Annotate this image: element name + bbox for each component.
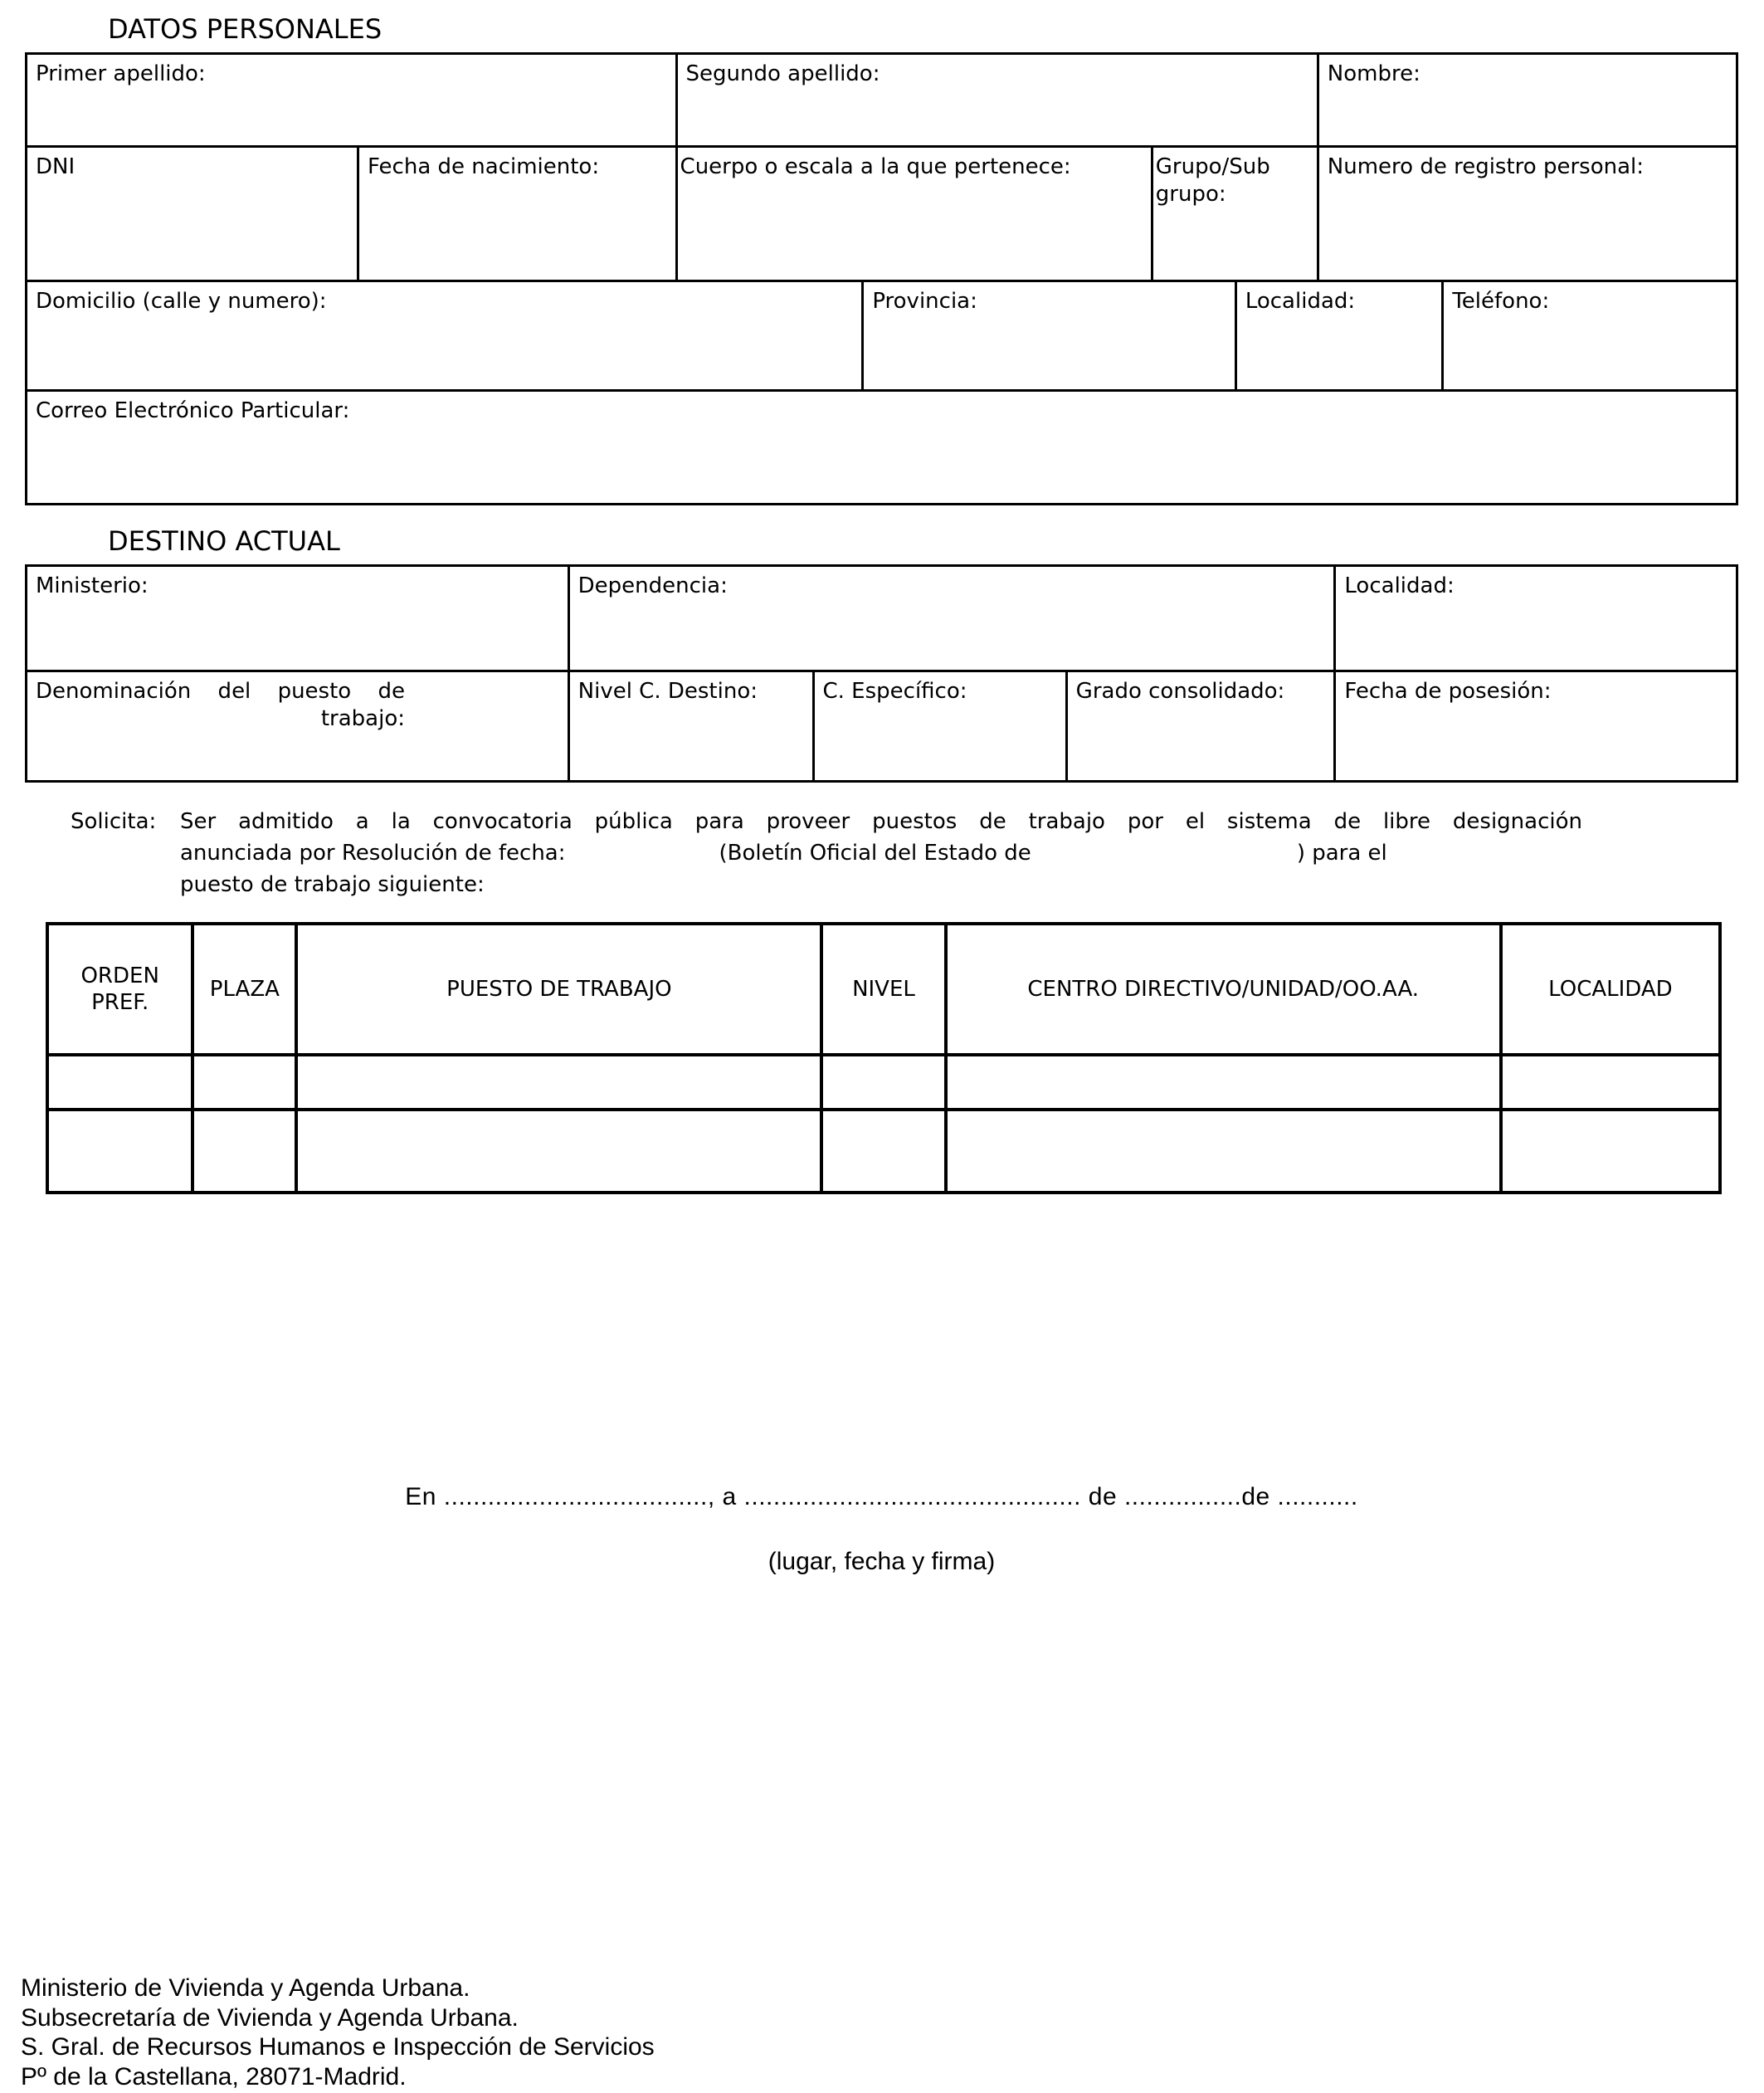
cell-plaza-1 — [192, 1055, 296, 1110]
signature-date-line: En ...................................., a .............................................. de ................de ........... — [405, 1483, 1358, 1510]
solicita-line-3: puesto de trabajo siguiente: — [180, 872, 485, 897]
field-denominacion-puesto — [27, 672, 570, 783]
solicita-resolucion-fecha: anunciada por Resolución de fecha: — [180, 841, 566, 866]
puestos-header-row — [47, 924, 1720, 1055]
datos-personales-table — [25, 52, 1738, 505]
cell-puesto-2 — [296, 1110, 821, 1193]
solicita-label: Solicita: — [71, 809, 157, 834]
footer-line-sgral: S. Gral. de Recursos Humanos e Inspección de Servicios — [21, 2033, 655, 2061]
col-header-localidad: LOCALIDAD — [1501, 924, 1720, 1055]
cell-centro-2 — [946, 1110, 1501, 1193]
field-dependencia: Dependencia: — [570, 567, 1337, 672]
field-fecha-posesion: Fecha de posesión: — [1336, 672, 1738, 783]
field-provincia: Provincia: — [864, 282, 1237, 392]
table-row — [27, 148, 1738, 282]
field-localidad: Localidad: — [1237, 282, 1445, 392]
solicita-line-1: Ser admitido a la convocatoria pública para proveer puestos de trabajo por el sistema de libre designación — [180, 809, 1582, 834]
field-ministerio: Ministerio: — [27, 567, 570, 672]
field-dni: DNI — [27, 148, 359, 282]
solicita-paragraph — [71, 806, 1738, 900]
table-row — [27, 55, 1738, 148]
cell-orden-pref-1 — [47, 1055, 192, 1110]
cell-plaza-2 — [192, 1110, 296, 1193]
field-cuerpo-escala: Cuerpo o escala a la que pertenece: — [678, 148, 1153, 282]
col-header-orden-pref: ORDEN PREF. — [47, 924, 192, 1055]
solicita-para-el: ) para el — [1296, 841, 1387, 866]
puestos-table — [46, 922, 1722, 1194]
table-row — [27, 567, 1738, 672]
cell-centro-1 — [946, 1055, 1501, 1110]
solicita-boe: (Boletín Oficial del Estado de — [719, 841, 1031, 866]
cell-nivel-2 — [821, 1110, 945, 1193]
cell-localidad-2 — [1501, 1110, 1720, 1193]
solicita-text — [180, 806, 1582, 900]
table-row — [27, 672, 1738, 783]
col-header-plaza: PLAZA — [192, 924, 296, 1055]
field-domicilio: Domicilio (calle y numero): — [27, 282, 864, 392]
cell-orden-pref-2 — [47, 1110, 192, 1193]
col-header-nivel: NIVEL — [821, 924, 945, 1055]
field-numero-registro: Numero de registro personal: — [1319, 148, 1738, 282]
col-header-centro-directivo: CENTRO DIRECTIVO/UNIDAD/OO.AA. — [946, 924, 1501, 1055]
solicita-line-2 — [180, 837, 1582, 869]
field-nivel-c-destino: Nivel C. Destino: — [570, 672, 815, 783]
denominacion-label: Denominación del puesto de trabajo: — [36, 679, 405, 731]
table-row — [27, 282, 1738, 392]
puestos-empty-row-2 — [47, 1110, 1720, 1193]
field-c-especifico: C. Específico: — [815, 672, 1068, 783]
section-title-datos-personales: DATOS PERSONALES — [108, 13, 383, 45]
field-localidad-destino: Localidad: — [1336, 567, 1738, 672]
footer-line-ministerio: Ministerio de Vivienda y Agenda Urbana. — [21, 1974, 470, 2002]
field-correo-electronico: Correo Electrónico Particular: — [27, 392, 1738, 505]
field-telefono: Teléfono: — [1444, 282, 1738, 392]
col-header-puesto-de-trabajo: PUESTO DE TRABAJO — [296, 924, 821, 1055]
field-primer-apellido: Primer apellido: — [27, 55, 678, 148]
field-nombre: Nombre: — [1319, 55, 1738, 148]
section-title-destino-actual: DESTINO ACTUAL — [108, 525, 340, 557]
footer-line-direccion: Pº de la Castellana, 28071-Madrid. — [21, 2062, 407, 2091]
destino-actual-table — [25, 564, 1738, 783]
field-fecha-nacimiento: Fecha de nacimiento: — [359, 148, 678, 282]
field-grupo-subgrupo: Grupo/Sub grupo: — [1153, 148, 1319, 282]
footer-line-subsecretaria: Subsecretaría de Vivienda y Agenda Urbana. — [21, 2003, 519, 2032]
cell-puesto-1 — [296, 1055, 821, 1110]
footer-address — [21, 1973, 655, 2091]
puestos-empty-row-1 — [47, 1055, 1720, 1110]
field-segundo-apellido: Segundo apellido: — [678, 55, 1319, 148]
cell-nivel-1 — [821, 1055, 945, 1110]
table-row — [27, 392, 1738, 505]
signature-caption: (lugar, fecha y firma) — [767, 1548, 996, 1575]
cell-localidad-1 — [1501, 1055, 1720, 1110]
field-grado-consolidado: Grado consolidado: — [1068, 672, 1337, 783]
